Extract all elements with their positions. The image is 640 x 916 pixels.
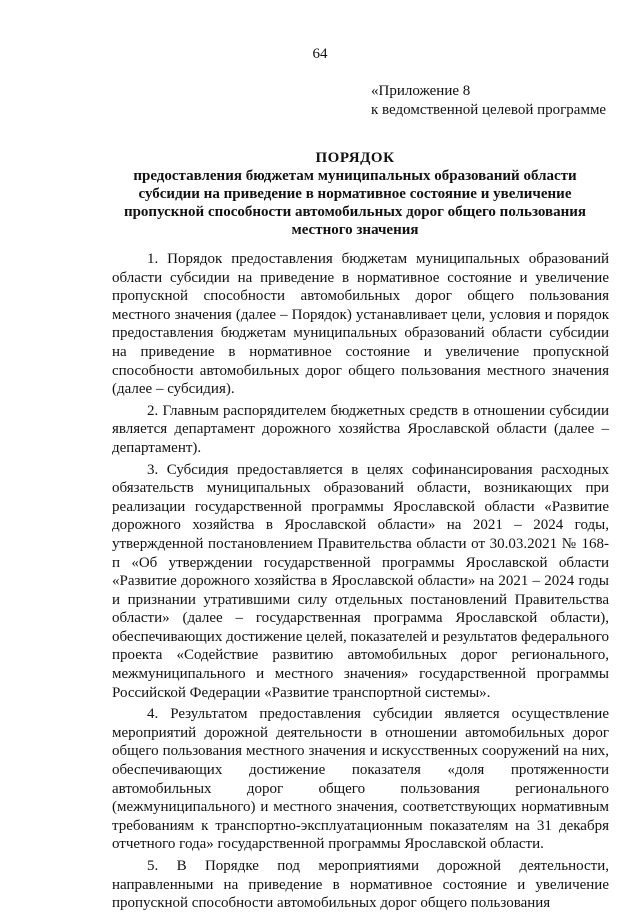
document-body — [112, 250, 609, 916]
paragraph-4: 4. Результатом предоставления субсидии является осуществление мероприятий дорожной деятельности в отношении автомобильных дорог общего пользования местного значения и искусственных сооружений на них, обеспечивающих достижение показателя «доля протяженности автомобильных дорог общего пользования регионального (межмуниципального) и местного значения, соответствующих нормативным требованиям к транспортно-эксплуатационным показателям на 31 декабря отчетного года» государственной программы Ярославской области. — [112, 706, 609, 853]
paragraph-5: 5. В Порядке под мероприятиями дорожной деятельности, направленными на приведение в нормативное состояние и увеличение пропускной способности автомобильных дорог общего пользования — [112, 858, 609, 912]
document-title — [110, 149, 600, 239]
page-number: 64 — [312, 46, 328, 62]
annex-reference — [371, 82, 606, 120]
paragraph-2: 2. Главным распорядителем бюджетных средств в отношении субсидии является департамент дорожного хозяйства Ярославской области (далее – департамент). — [112, 402, 609, 456]
annex-program: к ведомственной целевой программе — [371, 102, 607, 118]
annex-title: «Приложение 8 — [371, 83, 471, 99]
paragraph-3: 3. Субсидия предоставляется в целях софинансирования расходных обязательств муниципальных образований области, возникающих при реализации государственной программы Ярославской области «Развитие дорожного хозяйства в Ярославской области» на 2021 – 2024 годы, утвержденной постановлением Правительства области от 30.03.2021 № 168-п «Об утверждении государственной программы Ярославской области «Развитие дорожного хозяйства в Ярославской области» на 2021 – 2024 годы и признании утратившими силу отдельных постановлений Правительства области» (далее – государственная программа Ярославской области), обеспечивающих достижение целей, показателей и результатов федерального проекта «Содействие развитию автомобильных дорог регионального, межмуниципального и местного значения» государственной программы Российской Федерации «Развитие транспортной системы». — [112, 461, 609, 701]
title-subtitle: предоставления бюджетам муниципальных образований области субсидии на приведение в нормативное состояние и увеличение пропускной способности автомобильных дорог общего пользования местного значения — [123, 168, 587, 238]
paragraph-1: 1. Порядок предоставления бюджетам муниципальных образований области субсидии на приведение в нормативное состояние и увеличение пропускной способности автомобильных дорог общего пользования местного значения (далее – Порядок) устанавливает цели, условия и порядок предоставления бюджетам муниципальных образований области субсидии на приведение в нормативное состояние и увеличение пропускной способности автомобильных дорог общего пользования местного значения (далее – субсидия). — [112, 251, 609, 398]
title-heading: ПОРЯДОК — [315, 150, 395, 166]
